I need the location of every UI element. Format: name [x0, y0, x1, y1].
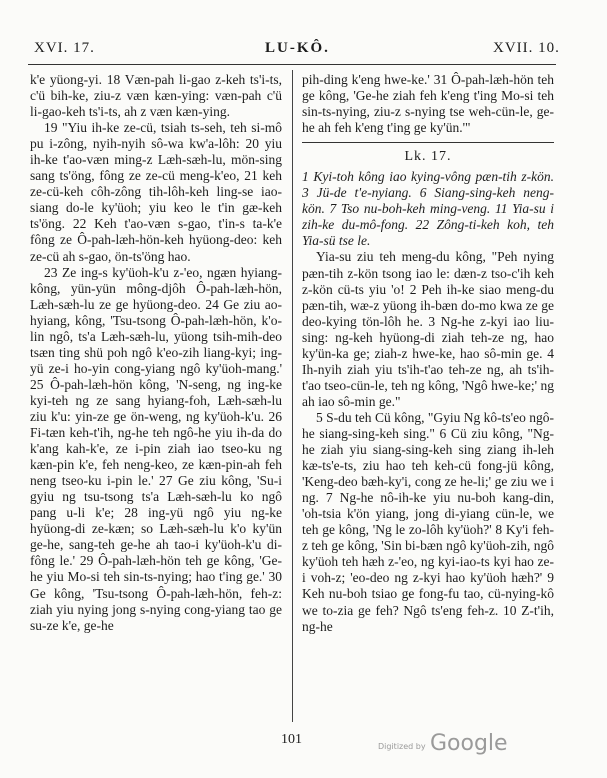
- verse-paragraph: 5 S-du teh Cü kông, "Gyiu Ng kô-ts'eo ngô-he siang-sing-keh sing." 6 Cü ziu kông, "Ng-he ziah yiu siang-sing-keh sing ziang ih-leh kæ-ts'e-ts, ziu hao teh keh-cü fong-jü kông, 'Keng-deo bæh-ky'i, cong ze he-li;' ge ziu we i ng. 7 Ng-he nô-ih-ke yiu nu-boh kang-din, 'oh-tsia k'ön yiang, jong di-yiang cün-le, we teh ge kông, 'Ng le zo-lôh ky'üoh?' 8 Ky'i feh-z teh ge kông, 'Sin bi-bæn ngô ky'üoh-zih, ngô ky'üoh teh hæh z-'eo, ng kyi-iao-ts kyi hao ze-i voh-z; 'eo-deo ng z-kyi hao ky'üoh hæh?' 9 Keh nu-boh tsiao ge fong-fu tao, cü-nying-kô we to-zia ge feh? Ngô ts'eng feh-z. 10 Z-t'ih, ng-he: [302, 409, 554, 634]
- left-column: [30, 72, 282, 634]
- right-column: [302, 72, 554, 635]
- verse-paragraph: 19 "Yiu ih-ke ze-cü, tsiah ts-seh, teh si-mô pu i-zông, nyih-nyih sô-wa kw'a-lôh: 20 yiu ih-ke t'ao-væn ming-z Læh-sæh-lu, mön-sing sang ts'öng, fông ze ze-cü meng-k'eo, 21 keh ze-cü-keh côh-zông tih-lôh-keh ling-se iao-siang do-le ky'üoh; yiu keo le t'in gæ-keh ts'öng. 22 Keh t'ao-væn s-gao, t'in-s ta-k'e fông ze Ô-pah-læh-hön-keh hyüong-deo: keh ze-cü ah s-gao, ön-ts'öng hao.: [30, 120, 282, 264]
- running-head-left: XVI. 17.: [34, 40, 95, 56]
- watermark-logo: Google: [430, 731, 508, 756]
- verse-paragraph: Yia-su ziu teh meng-du kông, "Peh nying pæn-tih z-kön tsong iao le: dæn-z tso-c'ih keh z-kön cü-ts yiu 'o! 2 Peh ih-ke siao meng-du pæn-tih, wæ-z yüong ih-bæn do-mo kwa ze ge deo-kying tön-lôh he. 3 Ng-he z-kyi iao liu-sing: ng-keh hyüong-di ziah teh-ze ng, hao ky'ün-ka ge; ziah-z hwe-ke, hao sô-min ge. 4 Ih-nyih ziah yiu ts'ih-t'ao teh-ze ng, ah ts'ih-t'ao tseo-cün-le, teh ng kông, 'Ngô hwe-ke;' ng ah iao sô-min ge.": [302, 249, 554, 409]
- chapter-summary: 1 Kyi-toh kông iao kying-vông pæn-tih z-kön. 3 Jü-de t'e-nyiang. 6 Siang-sing-keh neng-kön. 7 Tso nu-boh-keh ming-veng. 11 Yia-su i zih-ke du-mô-fong. 22 Zông-ti-keh koh, teh Yia-sü tse le.: [302, 169, 554, 249]
- verse-paragraph: pih-ding k'eng hwe-ke.' 31 Ô-pah-læh-hön teh ge kông, 'Ge-he ziah feh k'eng t'ing Mo-si teh sin-ts-nying, ziu-z s-nying tse weh-cün-le, ge-he ah feh k'eng t'ing ge ky'ün.'": [302, 72, 554, 136]
- chapter-heading: Lk. 17.: [302, 142, 554, 165]
- column-divider: [292, 70, 293, 722]
- header-rule: [28, 64, 556, 65]
- digitization-watermark: [378, 733, 508, 757]
- running-head-title: LU-KÔ.: [265, 40, 330, 56]
- page-number: 101: [281, 732, 302, 747]
- verse-paragraph: k'e yüong-yi. 18 Væn-pah li-gao z-keh ts'i-ts, c'ü bih-ke, ziu-z væn kæn-ying: væn-pah c'ü li-gao-keh ts'i-ts, ah z væn kæn-ying.: [30, 72, 282, 120]
- running-head-right: XVII. 10.: [493, 40, 560, 56]
- verse-paragraph: 23 Ze ing-s ky'üoh-k'u z-'eo, ngæn hyiang-kông, yün-yün mông-djôh Ô-pah-læh-hön, Læh-sæh-lu ze ge hyüong-deo. 24 Ge ziu ao-hyiang, kông, 'Tsu-tsong Ô-pah-læh-hön, k'o-lin ngô, ts'a Læh-sæh-lu, yüong tsih-mih-deo tsæn ting shü poh ngô k'eo-zih liang-kyi; ing-yü ze-i ho-yin cong-yiang ngô ky'üoh-mang.' 25 Ô-pah-læh-hön kông, 'N-seng, ng ing-ke kyi-teh ng ze sang hyiang-foh, Læh-sæh-lu ziu k'u: yin-ze ge ön-weng, ng ky'üoh-k'u. 26 Fi-tæn keh-t'ih, ng-he teh ngô-he yiu ih-da do k'ang kah-k'e, ze i-pin ziah iao tseo-ku ng kæn-pin k'e, feh neng-keo, ze kæn-pin-ah feh neng tseo-ku i-pin le.' 27 Ge ziu kông, 'Su-i gyiu ng tsu-tsong ts'a Læh-sæh-lu ko ngô pang u-li k'e; 28 ing-yü ngô yiu ng-ke hyüong-di ze-kæn; so Læh-sæh-lu k'o ky'ün ge-he, sang-teh ge-he ah tao-i ky'üoh-k'u di-fông le.' 29 Ô-pah-læh-hön teh ge kông, 'Ge-he yiu Mo-si teh sin-ts-nying; hao t'ing ge.' 30 Ge kông, 'Tsu-tsong Ô-pah-læh-hön, feh-z: ziah yiu nying jong s-nying cong-yiang tao ge su-ze k'e, ge-he: [30, 264, 282, 633]
- watermark-caption: Digitized by: [378, 742, 426, 751]
